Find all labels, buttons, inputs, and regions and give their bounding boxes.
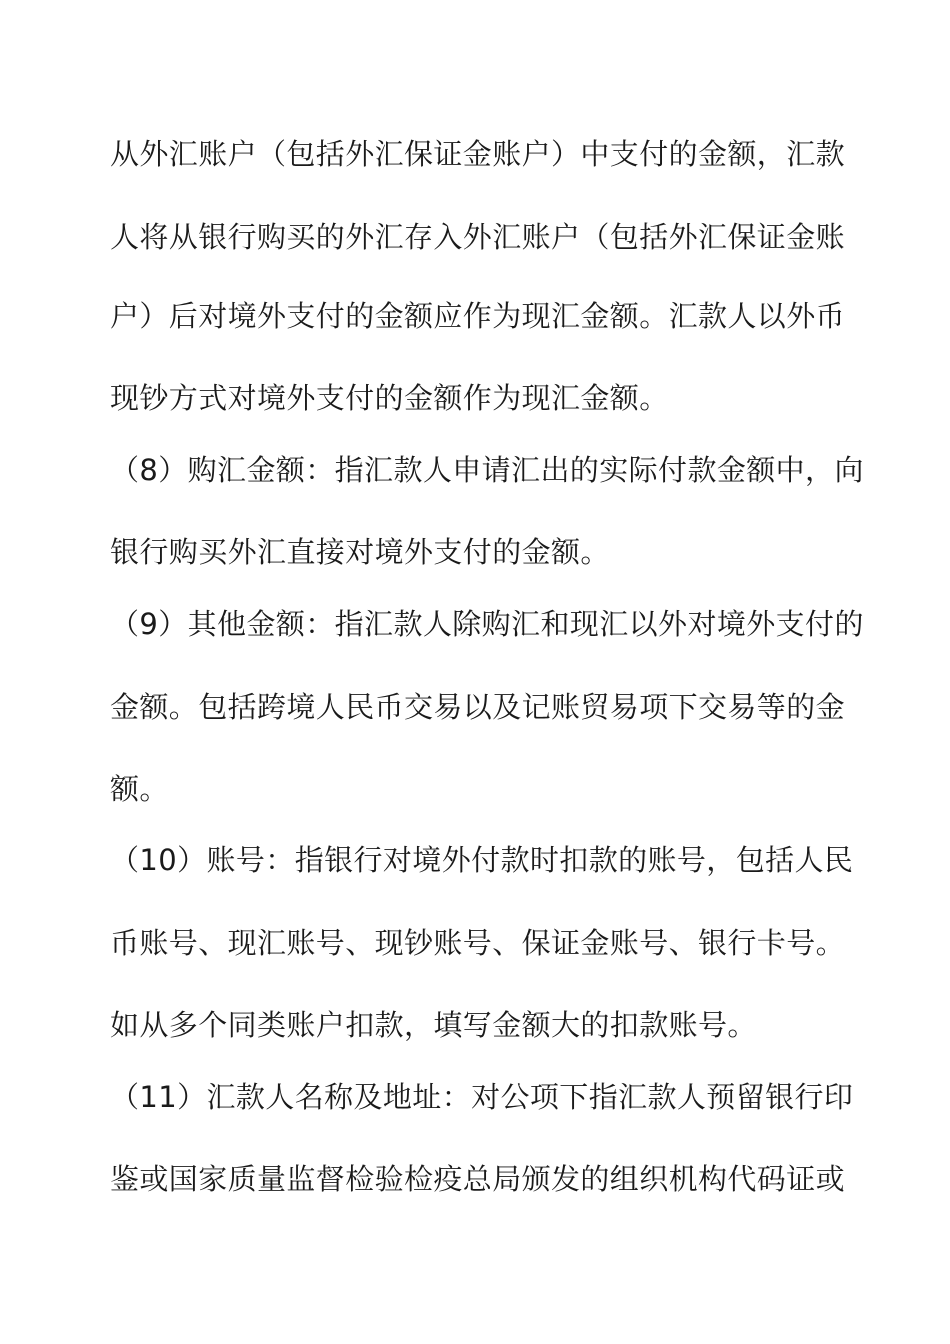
text-line: 金额。包括跨境人民币交易以及记账贸易项下交易等的金 — [110, 690, 846, 724]
text-line: （8）购汇金额：指汇款人申请汇出的实际付款金额中，向 — [110, 453, 864, 487]
text-line: 银行购买外汇直接对境外支付的金额。 — [110, 535, 610, 569]
text-line: 现钞方式对境外支付的金额作为现汇金额。 — [110, 381, 669, 415]
text-line: 如从多个同类账户扣款，填写金额大的扣款账号。 — [110, 1008, 757, 1042]
text-line: （9）其他金额：指汇款人除购汇和现汇以外对境外支付的 — [110, 607, 864, 641]
text-line: （11）汇款人名称及地址：对公项下指汇款人预留银行印 — [110, 1080, 854, 1114]
text-line: 鉴或国家质量监督检验检疫总局颁发的组织机构代码证或 — [110, 1162, 846, 1196]
text-line: 人将从银行购买的外汇存入外汇账户（包括外汇保证金账 — [110, 220, 846, 254]
text-line: 币账号、现汇账号、现钞账号、保证金账号、银行卡号。 — [110, 926, 846, 960]
text-line: 从外汇账户（包括外汇保证金账户）中支付的金额，汇款 — [110, 137, 846, 171]
text-line: （10）账号：指银行对境外付款时扣款的账号，包括人民 — [110, 843, 854, 877]
text-line: 户）后对境外支付的金额应作为现汇金额。汇款人以外币 — [110, 299, 846, 333]
text-line: 额。 — [110, 772, 169, 806]
